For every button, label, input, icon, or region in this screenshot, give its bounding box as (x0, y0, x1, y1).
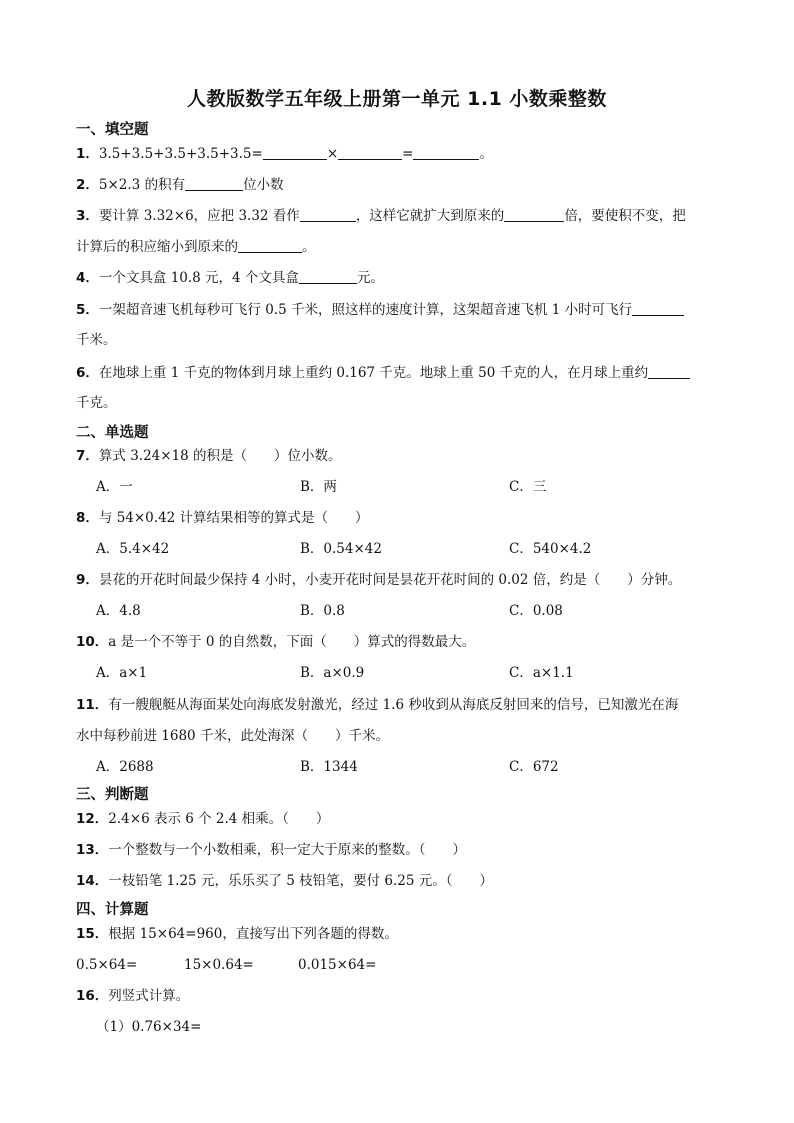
question-number: 12． (76, 811, 109, 827)
calc-item-3: 0.015×64= (298, 957, 377, 973)
answer-blank[interactable] (263, 145, 327, 160)
question-10 (76, 632, 721, 652)
option-c[interactable]: C．三 (509, 479, 547, 495)
question-14 (76, 871, 721, 891)
question-text: 列竖式计算。 (108, 988, 190, 1004)
question-text: 根据 15×64=960，直接写出下列各题的得数。 (108, 926, 398, 942)
answer-blank[interactable] (632, 301, 684, 316)
option-a[interactable]: A．一 (96, 479, 133, 495)
section-true-false: 三、判断题 (76, 787, 149, 803)
page-title: 人教版数学五年级上册第一单元 1.1 小数乘整数 (187, 88, 607, 110)
question-text: ，这样它就扩大到原来的 (355, 208, 505, 224)
question-text: 元。 (356, 270, 384, 286)
answer-blank[interactable] (238, 238, 302, 253)
question-number: 1． (76, 146, 99, 162)
option-b[interactable]: B．0.8 (300, 603, 345, 619)
answer-blank[interactable] (299, 269, 357, 284)
calc-subitem-1: （1）0.76×34= (96, 1019, 202, 1035)
question-2 (76, 175, 721, 195)
question-6-line-2: 千克。 (76, 395, 117, 411)
option-b[interactable]: B．a×0.9 (300, 665, 365, 681)
question-text: 位小数 (243, 177, 284, 193)
question-15 (76, 924, 721, 944)
question-text: 算式 3.24×18 的积是（ ）位小数。 (98, 448, 342, 464)
question-number: 3． (76, 208, 99, 224)
question-number: 4． (76, 270, 99, 286)
question-text: × (326, 146, 339, 162)
question-text: 计算后的积应缩小到原来的 (76, 239, 238, 255)
answer-blank[interactable] (504, 207, 564, 222)
question-13 (76, 840, 721, 860)
question-text: 一个文具盒 10.8 元，4 个文具盒 (98, 270, 299, 286)
question-text: 昙花的开花时间最少保持 4 小时，小麦开花时间是昙花开花时间的 0.02 倍，约是（ ）分钟。 (98, 572, 682, 588)
question-text: 5×2.3 的积有 (98, 177, 186, 193)
question-text: a 是一个不等于 0 的自然数，下面（ ）算式的得数最大。 (108, 634, 476, 650)
option-a[interactable]: A．2688 (96, 759, 154, 775)
option-b[interactable]: B．两 (300, 479, 337, 495)
question-3-line-2 (76, 237, 721, 257)
question-text: 一架超音速飞机每秒可飞行 0.5 千米，照这样的速度计算，这架超音速飞机 1 小时可飞行 (98, 302, 633, 318)
calc-item-1: 0.5×64= (76, 957, 138, 973)
option-a[interactable]: A．4.8 (96, 603, 141, 619)
question-number: 8． (76, 510, 99, 526)
question-text: 要计算 3.32×6，应把 3.32 看作 (98, 208, 300, 224)
question-3 (76, 206, 721, 226)
section-calculation: 四、计算题 (76, 902, 149, 918)
question-1 (76, 144, 721, 164)
answer-blank[interactable] (413, 145, 479, 160)
question-number: 5． (76, 302, 99, 318)
answer-blank[interactable] (648, 364, 690, 379)
question-number: 10． (76, 634, 109, 650)
question-4 (76, 268, 721, 288)
question-text: 倍，要使积不变，把 (564, 208, 686, 224)
question-number: 2． (76, 177, 99, 193)
option-b[interactable]: B．0.54×42 (300, 541, 382, 557)
answer-blank[interactable] (185, 176, 243, 191)
question-9 (76, 570, 721, 590)
question-11-line-2: 水中每秒前进 1680 千米，此处海深（ ）千米。 (76, 728, 389, 744)
question-number: 13． (76, 842, 109, 858)
question-7 (76, 446, 721, 466)
question-number: 16． (76, 988, 109, 1004)
question-text: 一枝铅笔 1.25 元，乐乐买了 5 枝铅笔，要付 6.25 元。（ ） (108, 873, 494, 889)
question-number: 15． (76, 926, 109, 942)
question-number: 7． (76, 448, 99, 464)
answer-blank[interactable] (338, 145, 402, 160)
question-8 (76, 508, 721, 528)
question-5 (76, 300, 721, 320)
option-a[interactable]: A．a×1 (96, 665, 148, 681)
question-5-line-2: 千米。 (76, 332, 117, 348)
option-c[interactable]: C．0.08 (509, 603, 563, 619)
question-text: 与 54×0.42 计算结果相等的算式是（ ） (98, 510, 369, 526)
answer-blank[interactable] (300, 207, 356, 222)
question-text: 在地球上重 1 千克的物体到月球上重约 0.167 千克。地球上重 50 千克的人，在月球上重约 (98, 365, 649, 381)
calc-item-2: 15×0.64= (184, 957, 254, 973)
question-12 (76, 809, 721, 829)
question-text: 2.4×6 表示 6 个 2.4 相乘。（ ） (108, 811, 330, 827)
section-fill-blank: 一、填空题 (76, 122, 149, 138)
question-number: 11． (76, 697, 109, 713)
question-text: = (402, 146, 414, 162)
question-16 (76, 986, 721, 1006)
option-c[interactable]: C．a×1.1 (509, 665, 574, 681)
question-text: 有一艘舰艇从海面某处向海底发射激光，经过 1.6 秒收到从海底反射回来的信号，已知激光在海 (108, 697, 679, 713)
question-number: 6． (76, 365, 99, 381)
option-c[interactable]: C．540×4.2 (509, 541, 592, 557)
question-text: 一个整数与一个小数相乘，积一定大于原来的整数。（ ） (108, 842, 467, 858)
section-single-choice: 二、单选题 (76, 425, 149, 441)
question-number: 9． (76, 572, 99, 588)
question-text: 。 (479, 146, 493, 162)
option-b[interactable]: B．1344 (300, 759, 358, 775)
option-a[interactable]: A．5.4×42 (96, 541, 170, 557)
option-c[interactable]: C．672 (509, 759, 559, 775)
question-6 (76, 363, 721, 383)
question-text: 。 (302, 239, 316, 255)
question-text: 3.5+3.5+3.5+3.5+3.5= (98, 146, 263, 162)
question-11 (76, 695, 721, 715)
question-number: 14． (76, 873, 109, 889)
